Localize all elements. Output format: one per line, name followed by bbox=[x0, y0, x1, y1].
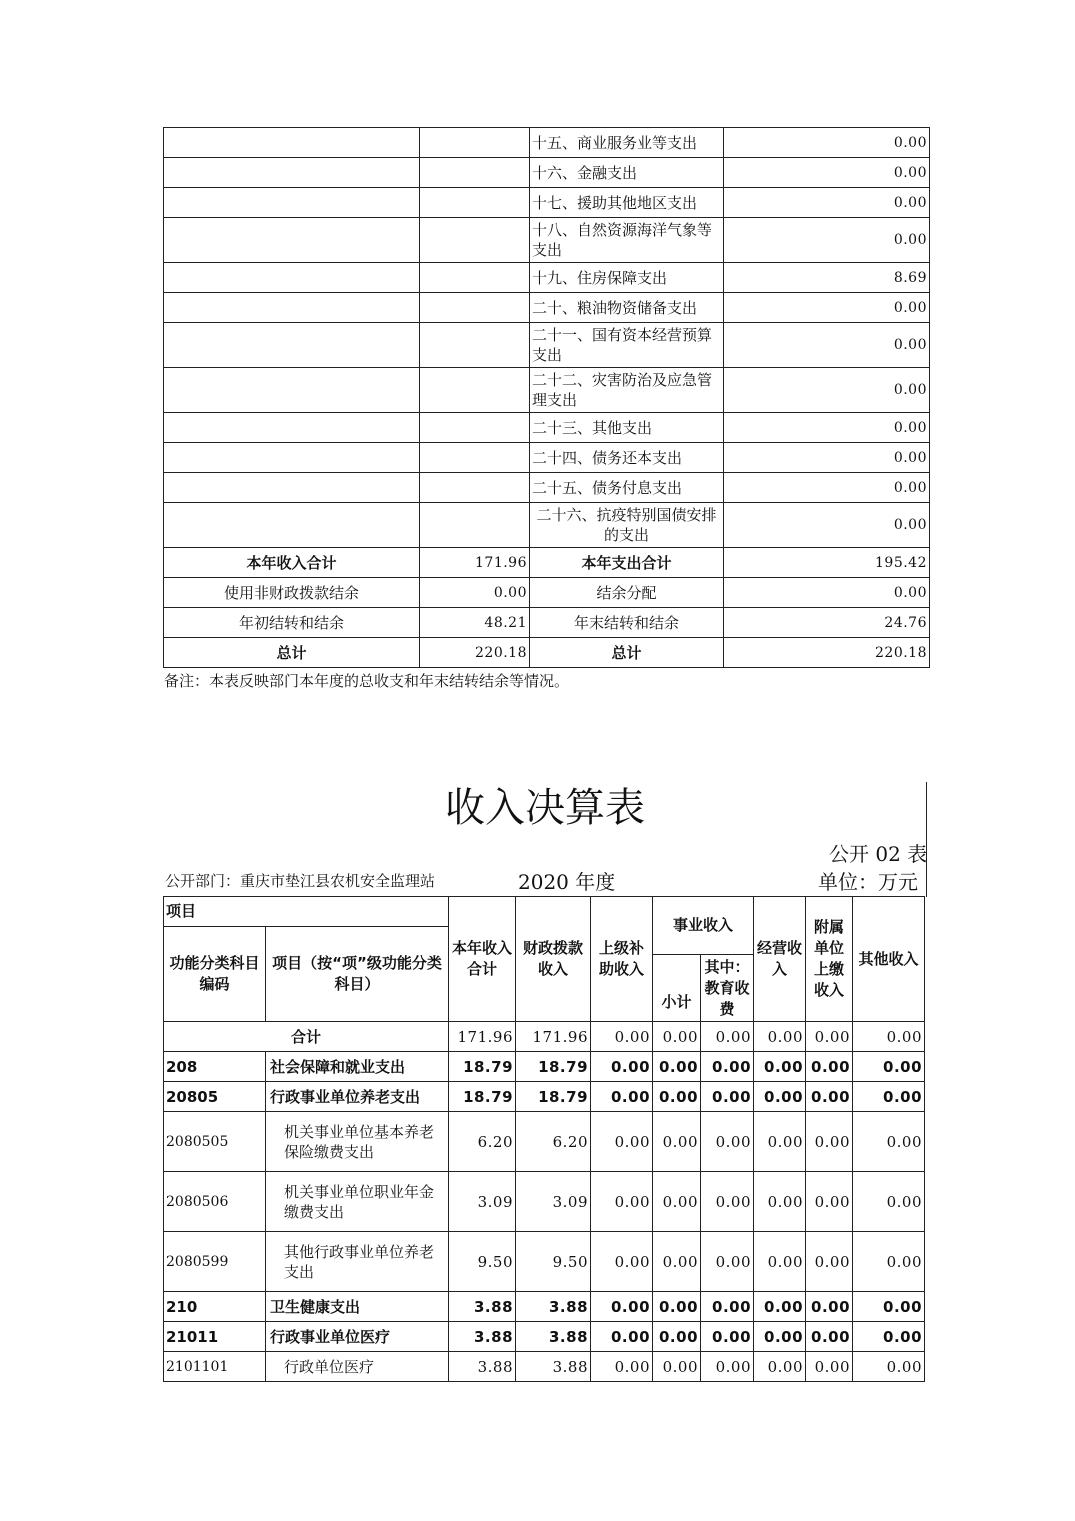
expense-label: 二十六、抗疫特别国债安排的支出 bbox=[530, 503, 724, 548]
row-name: 行政单位医疗 bbox=[266, 1352, 449, 1382]
row-cell: 9.50 bbox=[516, 1232, 591, 1292]
table-row bbox=[164, 443, 930, 473]
table-row bbox=[164, 128, 930, 158]
row-code: 2080599 bbox=[164, 1232, 266, 1292]
total-cell: 0.00 bbox=[806, 1022, 853, 1052]
row-cell: 0.00 bbox=[754, 1292, 806, 1322]
row-cell: 0.00 bbox=[591, 1172, 653, 1232]
row-cell: 0.00 bbox=[754, 1322, 806, 1352]
expense-label: 十五、商业服务业等支出 bbox=[530, 128, 724, 158]
row-cell: 0.00 bbox=[806, 1082, 853, 1112]
table-row bbox=[164, 1052, 925, 1082]
row-name: 行政事业单位医疗 bbox=[266, 1322, 449, 1352]
row-cell: 3.88 bbox=[449, 1322, 516, 1352]
table-note: 备注：本表反映部门本年度的总收支和年末结转结余等情况。 bbox=[164, 672, 570, 690]
row-cell: 0.00 bbox=[754, 1082, 806, 1112]
expense-value: 0.00 bbox=[724, 413, 930, 443]
row-cell: 0.00 bbox=[853, 1352, 925, 1382]
header-total: 本年收入合计 bbox=[449, 897, 516, 1022]
expense-value: 0.00 bbox=[724, 128, 930, 158]
expense-value: 0.00 bbox=[724, 368, 930, 413]
expense-label: 二十二、灾害防治及应急管理支出 bbox=[530, 368, 724, 413]
row-cell: 0.00 bbox=[806, 1052, 853, 1082]
row-cell: 0.00 bbox=[754, 1172, 806, 1232]
total-cell: 0.00 bbox=[653, 1022, 701, 1052]
summary-row bbox=[164, 608, 930, 638]
grand-total-in-label: 总计 bbox=[164, 638, 420, 668]
header-item: 项目 bbox=[164, 897, 449, 927]
row-code: 2101101 bbox=[164, 1352, 266, 1382]
expense-value: 0.00 bbox=[724, 443, 930, 473]
row-cell: 0.00 bbox=[754, 1232, 806, 1292]
expense-label: 二十一、国有资本经营预算支出 bbox=[530, 323, 724, 368]
table-row bbox=[164, 1232, 925, 1292]
row-cell: 0.00 bbox=[806, 1352, 853, 1382]
row-cell: 0.00 bbox=[591, 1232, 653, 1292]
expense-total-label: 本年支出合计 bbox=[530, 548, 724, 578]
page-title: 收入决算表 bbox=[445, 785, 645, 831]
row-cell: 0.00 bbox=[653, 1292, 701, 1322]
row-cell: 0.00 bbox=[701, 1322, 754, 1352]
summary-out-label: 结余分配 bbox=[530, 578, 724, 608]
row-cell: 0.00 bbox=[653, 1172, 701, 1232]
total-cell: 0.00 bbox=[701, 1022, 754, 1052]
row-cell: 0.00 bbox=[701, 1292, 754, 1322]
row-cell: 0.00 bbox=[653, 1112, 701, 1172]
form-number: 公开 02 表 bbox=[829, 842, 928, 866]
expense-label: 十七、援助其他地区支出 bbox=[530, 188, 724, 218]
total-cell: 171.96 bbox=[449, 1022, 516, 1052]
expense-label: 十八、自然资源海洋气象等支出 bbox=[530, 218, 724, 263]
row-cell: 0.00 bbox=[806, 1232, 853, 1292]
row-cell: 0.00 bbox=[806, 1112, 853, 1172]
header-superior: 上级补助收入 bbox=[591, 897, 653, 1022]
row-cell: 3.88 bbox=[449, 1352, 516, 1382]
row-cell: 0.00 bbox=[701, 1082, 754, 1112]
row-cell: 0.00 bbox=[853, 1112, 925, 1172]
row-cell: 18.79 bbox=[449, 1052, 516, 1082]
row-cell: 0.00 bbox=[591, 1112, 653, 1172]
row-cell: 0.00 bbox=[653, 1322, 701, 1352]
summary-in-value: 0.00 bbox=[420, 578, 530, 608]
row-cell: 18.79 bbox=[516, 1052, 591, 1082]
row-cell: 0.00 bbox=[591, 1322, 653, 1352]
table-row bbox=[164, 1112, 925, 1172]
department-label: 公开部门：重庆市垫江县农机安全监理站 bbox=[165, 872, 436, 890]
row-code: 2080505 bbox=[164, 1112, 266, 1172]
table-row bbox=[164, 1292, 925, 1322]
row-cell: 3.88 bbox=[449, 1292, 516, 1322]
expense-label: 二十、粮油物资储备支出 bbox=[530, 293, 724, 323]
row-cell: 18.79 bbox=[516, 1082, 591, 1112]
income-expense-summary-table bbox=[163, 127, 930, 668]
row-cell: 0.00 bbox=[806, 1292, 853, 1322]
header-subtotal: 小计 bbox=[653, 955, 701, 1022]
header-other: 其他收入 bbox=[853, 897, 925, 1022]
row-cell: 3.88 bbox=[516, 1322, 591, 1352]
summary-in-label: 使用非财政拨款结余 bbox=[164, 578, 420, 608]
row-code: 21011 bbox=[164, 1322, 266, 1352]
row-cell: 0.00 bbox=[701, 1232, 754, 1292]
row-code: 2080506 bbox=[164, 1172, 266, 1232]
row-cell: 0.00 bbox=[853, 1082, 925, 1112]
summary-out-value: 24.76 bbox=[724, 608, 930, 638]
row-cell: 0.00 bbox=[701, 1112, 754, 1172]
row-cell: 0.00 bbox=[591, 1052, 653, 1082]
row-code: 210 bbox=[164, 1292, 266, 1322]
table-row bbox=[164, 1322, 925, 1352]
header-career: 事业收入 bbox=[653, 897, 754, 955]
expense-value: 0.00 bbox=[724, 158, 930, 188]
table-row bbox=[164, 413, 930, 443]
income-total-value: 171.96 bbox=[420, 548, 530, 578]
income-table bbox=[163, 896, 925, 1382]
grand-total-out-label: 总计 bbox=[530, 638, 724, 668]
unit-label: 单位：万元 bbox=[818, 870, 918, 894]
row-cell: 0.00 bbox=[853, 1322, 925, 1352]
summary-in-value: 48.21 bbox=[420, 608, 530, 638]
header-name: 项目（按“项”级功能分类科目） bbox=[266, 927, 449, 1022]
row-cell: 0.00 bbox=[701, 1052, 754, 1082]
row-cell: 0.00 bbox=[653, 1232, 701, 1292]
summary-row bbox=[164, 548, 930, 578]
expense-total-value: 195.42 bbox=[724, 548, 930, 578]
row-cell: 0.00 bbox=[653, 1352, 701, 1382]
table-row bbox=[164, 263, 930, 293]
header-edu: 其中：教育收费 bbox=[701, 955, 754, 1022]
summary-in-label: 年初结转和结余 bbox=[164, 608, 420, 638]
header-affiliated: 附属单位上缴收入 bbox=[806, 897, 853, 1022]
row-name: 卫生健康支出 bbox=[266, 1292, 449, 1322]
row-cell: 0.00 bbox=[853, 1052, 925, 1082]
expense-value: 0.00 bbox=[724, 323, 930, 368]
row-name: 其他行政事业单位养老支出 bbox=[266, 1232, 449, 1292]
expense-value: 0.00 bbox=[724, 293, 930, 323]
expense-value: 0.00 bbox=[724, 218, 930, 263]
table-row bbox=[164, 293, 930, 323]
row-cell: 0.00 bbox=[853, 1232, 925, 1292]
row-cell: 0.00 bbox=[591, 1292, 653, 1322]
total-row bbox=[164, 1022, 925, 1052]
total-cell: 0.00 bbox=[853, 1022, 925, 1052]
row-cell: 3.88 bbox=[516, 1292, 591, 1322]
table-row bbox=[164, 158, 930, 188]
header-business: 经营收入 bbox=[754, 897, 806, 1022]
row-cell: 0.00 bbox=[701, 1352, 754, 1382]
row-cell: 0.00 bbox=[754, 1052, 806, 1082]
header-row bbox=[164, 897, 925, 927]
row-cell: 3.09 bbox=[449, 1172, 516, 1232]
row-cell: 6.20 bbox=[449, 1112, 516, 1172]
row-cell: 0.00 bbox=[591, 1082, 653, 1112]
row-cell: 3.88 bbox=[516, 1352, 591, 1382]
summary-out-label: 年末结转和结余 bbox=[530, 608, 724, 638]
expense-value: 0.00 bbox=[724, 503, 930, 548]
total-cell: 171.96 bbox=[516, 1022, 591, 1052]
summary-row bbox=[164, 638, 930, 668]
expense-label: 十九、住房保障支出 bbox=[530, 263, 724, 293]
table-row bbox=[164, 218, 930, 263]
table-row bbox=[164, 1172, 925, 1232]
expense-value: 0.00 bbox=[724, 473, 930, 503]
table-row bbox=[164, 1352, 925, 1382]
expense-value: 0.00 bbox=[724, 188, 930, 218]
table-row bbox=[164, 1082, 925, 1112]
table-row bbox=[164, 188, 930, 218]
row-code: 208 bbox=[164, 1052, 266, 1082]
header-fiscal: 财政拨款收入 bbox=[516, 897, 591, 1022]
grand-total-out-value: 220.18 bbox=[724, 638, 930, 668]
row-name: 机关事业单位职业年金缴费支出 bbox=[266, 1172, 449, 1232]
row-cell: 6.20 bbox=[516, 1112, 591, 1172]
total-cell: 0.00 bbox=[754, 1022, 806, 1052]
expense-label: 二十五、债务付息支出 bbox=[530, 473, 724, 503]
summary-row bbox=[164, 578, 930, 608]
table-row bbox=[164, 368, 930, 413]
table-row bbox=[164, 503, 930, 548]
summary-out-value: 0.00 bbox=[724, 578, 930, 608]
row-name: 机关事业单位基本养老保险缴费支出 bbox=[266, 1112, 449, 1172]
row-cell: 3.09 bbox=[516, 1172, 591, 1232]
row-cell: 18.79 bbox=[449, 1082, 516, 1112]
expense-label: 二十三、其他支出 bbox=[530, 413, 724, 443]
row-cell: 0.00 bbox=[806, 1172, 853, 1232]
row-cell: 0.00 bbox=[754, 1112, 806, 1172]
row-code: 20805 bbox=[164, 1082, 266, 1112]
expense-value: 8.69 bbox=[724, 263, 930, 293]
expense-label: 十六、金融支出 bbox=[530, 158, 724, 188]
row-cell: 0.00 bbox=[806, 1322, 853, 1352]
row-name: 社会保障和就业支出 bbox=[266, 1052, 449, 1082]
table-row bbox=[164, 473, 930, 503]
row-cell: 0.00 bbox=[701, 1172, 754, 1232]
grand-total-in-value: 220.18 bbox=[420, 638, 530, 668]
row-cell: 0.00 bbox=[853, 1292, 925, 1322]
fiscal-year: 2020 年度 bbox=[518, 870, 616, 894]
table-row bbox=[164, 323, 930, 368]
total-cell: 0.00 bbox=[591, 1022, 653, 1052]
row-cell: 0.00 bbox=[653, 1052, 701, 1082]
row-cell: 0.00 bbox=[754, 1352, 806, 1382]
row-cell: 0.00 bbox=[853, 1172, 925, 1232]
expense-label: 二十四、债务还本支出 bbox=[530, 443, 724, 473]
row-name: 行政事业单位养老支出 bbox=[266, 1082, 449, 1112]
row-cell: 0.00 bbox=[653, 1082, 701, 1112]
total-label: 合计 bbox=[164, 1022, 449, 1052]
row-cell: 9.50 bbox=[449, 1232, 516, 1292]
header-code: 功能分类科目编码 bbox=[164, 927, 266, 1022]
income-total-label: 本年收入合计 bbox=[164, 548, 420, 578]
row-cell: 0.00 bbox=[591, 1352, 653, 1382]
